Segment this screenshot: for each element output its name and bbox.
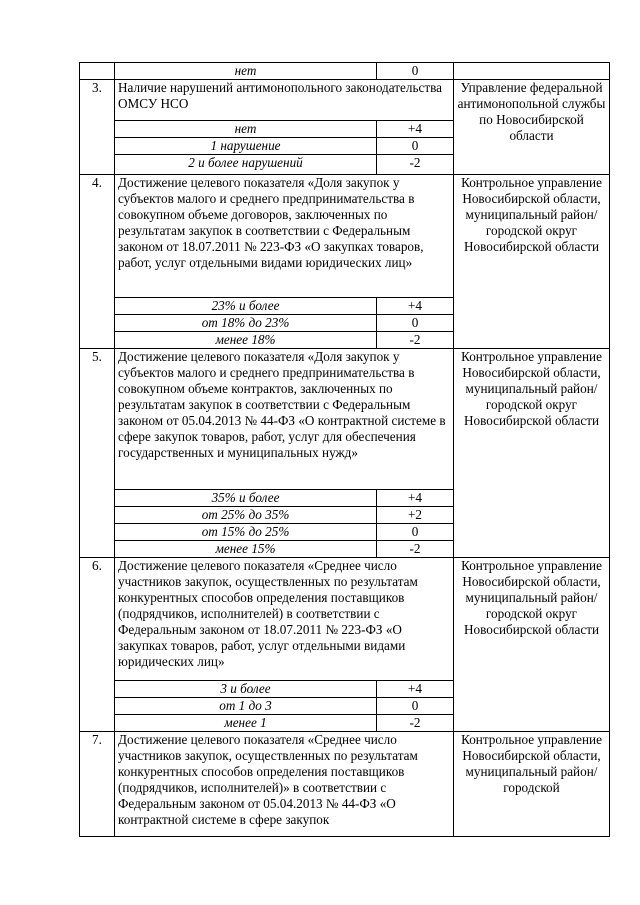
option-score: +4 (377, 121, 454, 138)
responsible-organ: Контрольное управление Новосибирской области, муниципальный район/городской округ Новосибирской области (454, 175, 610, 349)
table-row (80, 349, 610, 490)
option-label: от 25% до 35% (115, 507, 377, 524)
option-score: -2 (377, 541, 454, 558)
row-number: 4. (80, 175, 115, 349)
row-number: 6. (80, 558, 115, 732)
row-number: 7. (80, 732, 115, 837)
option-score: +4 (377, 298, 454, 315)
table-row (80, 63, 610, 80)
option-label: менее 15% (115, 541, 377, 558)
option-score: 0 (377, 524, 454, 541)
option-label: нет (115, 121, 377, 138)
table-row (80, 732, 610, 837)
organ-cell (454, 63, 610, 80)
criteria-table (79, 62, 610, 837)
option-label: нет (115, 63, 377, 80)
criterion-text: Достижение целевого показателя «Доля закупок у субъектов малого и среднего предпринимательства в совокупном объеме контрактов, заключенных по результатам закупок в соответствии с Федеральным законом от 05.04.2013 № 44-ФЗ «О контрактной системе в сфере закупок товаров, работ, услуг для обеспечения государственных и муниципальных нужд» (115, 349, 454, 490)
option-label: 23% и более (115, 298, 377, 315)
option-label: менее 1 (115, 715, 377, 732)
criterion-text: Достижение целевого показателя «Среднее число участников закупок, осуществленных по результатам конкурентных способов определения поставщиков (подрядчиков, исполнителей) в соответствии с Федеральным законом от 18.07.2011 № 223-ФЗ «О закупках товаров, работ, услуг отдельными видами юридических лиц» (115, 558, 454, 681)
table-row (80, 558, 610, 681)
row-number: 3. (80, 80, 115, 175)
responsible-organ: Управление федеральной антимонопольной службы по Новосибирской области (454, 80, 610, 175)
criterion-text: Достижение целевого показателя «Среднее число участников закупок, осуществленных по результатам конкурентных способов определения поставщиков (подрядчиков, исполнителей)» в соответствии с Федеральным законом от 05.04.2013 № 44-ФЗ «О контрактной системе в сфере закупок (115, 732, 454, 837)
option-score: 0 (377, 315, 454, 332)
option-label: от 18% до 23% (115, 315, 377, 332)
responsible-organ: Контрольное управление Новосибирской области, муниципальный район/городской округ Новосибирской области (454, 558, 610, 732)
option-score: 0 (377, 698, 454, 715)
row-number: 5. (80, 349, 115, 558)
option-label: 1 нарушение (115, 138, 377, 155)
criterion-text: Наличие нарушений антимонопольного законодательства ОМСУ НСО (115, 80, 454, 121)
option-score: +4 (377, 490, 454, 507)
responsible-organ: Контрольное управление Новосибирской области, муниципальный район/городской округ Новосибирской области (454, 349, 610, 558)
option-label: от 15% до 25% (115, 524, 377, 541)
criterion-text: Достижение целевого показателя «Доля закупок у субъектов малого и среднего предпринимательства в совокупном объеме договоров, заключенных по результатам закупок в соответствии с Федеральным законом от 18.07.2011 № 223-ФЗ «О закупках товаров, работ, услуг отдельными видами юридических лиц» (115, 175, 454, 298)
option-score: +2 (377, 507, 454, 524)
option-label: от 1 до 3 (115, 698, 377, 715)
option-score: -2 (377, 715, 454, 732)
option-score: 0 (377, 63, 454, 80)
option-label: 35% и более (115, 490, 377, 507)
option-score: +4 (377, 681, 454, 698)
option-label: 2 и более нарушений (115, 155, 377, 175)
option-score: -2 (377, 155, 454, 175)
number-cell (80, 63, 115, 80)
table-row (80, 80, 610, 121)
option-label: менее 18% (115, 332, 377, 349)
option-label: 3 и более (115, 681, 377, 698)
option-score: 0 (377, 138, 454, 155)
responsible-organ: Контрольное управление Новосибирской области, муниципальный район/городской (454, 732, 610, 837)
table-row (80, 175, 610, 298)
option-score: -2 (377, 332, 454, 349)
